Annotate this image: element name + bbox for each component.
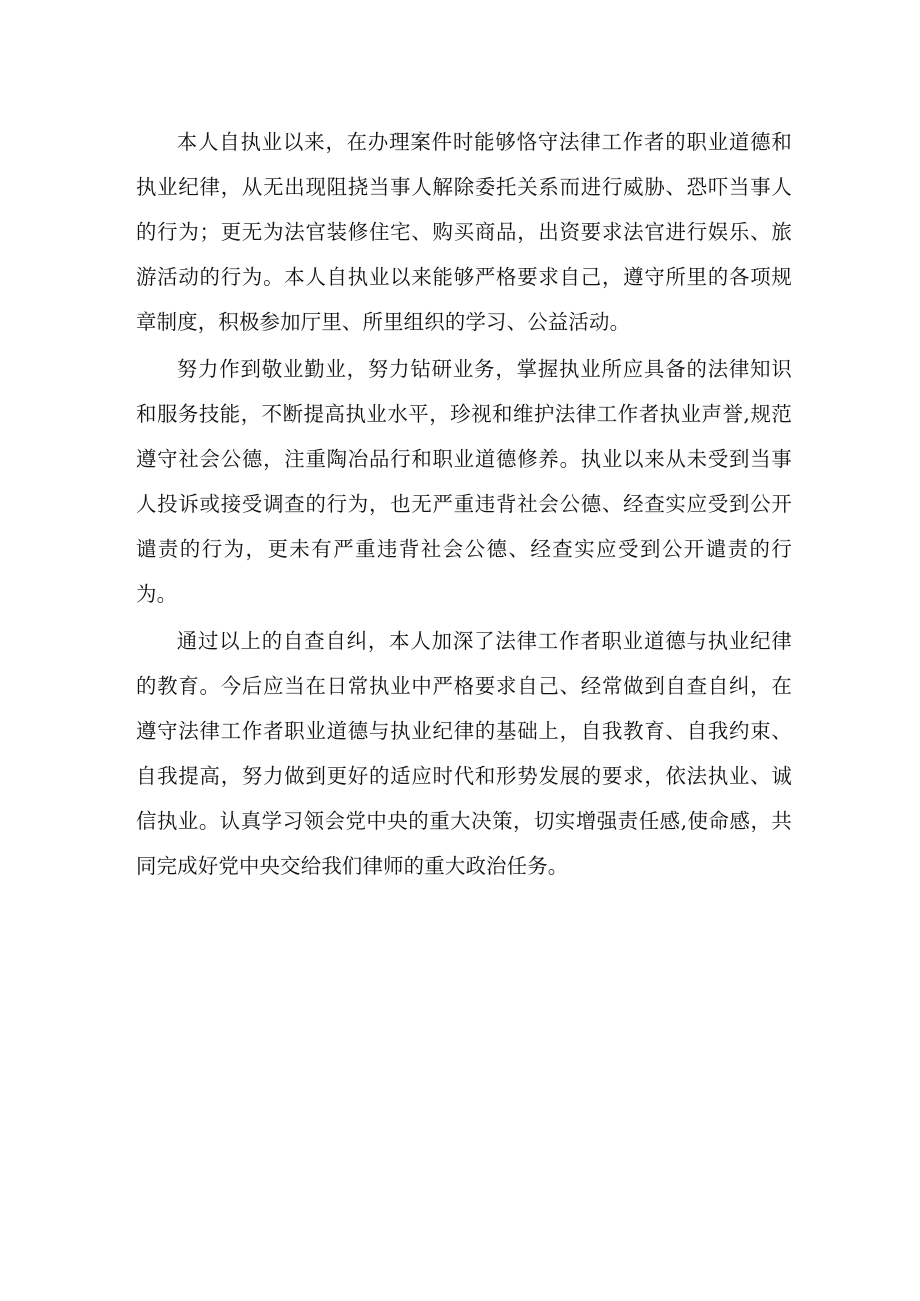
paragraph-1: 本人自执业以来，在办理案件时能够恪守法律工作者的职业道德和执业纪律，从无出现阻挠当事人解除委托关系而进行威胁、恐吓当事人的行为；更无为法官装修住宅、购买商品，出资要求法官进行娱乐、旅游活动的行为。本人自执业以来能够严格要求自己，遵守所里的各项规章制度，积极参加厅里、所里组织的学习、公益活动。 [136,130,792,334]
paragraph-3: 通过以上的自查自纠，本人加深了法律工作者职业道德与执业纪律的教育。今后应当在日常执业中严格要求自己、经常做到自查自纠，在遵守法律工作者职业道德与执业纪律的基础上，自我教育、自我约束、自我提高，努力做到更好的适应时代和形势发展的要求，依法执业、诚信执业。认真学习领会党中央的重大决策，切实增强责任感,使命感，共同完成好党中央交给我们律师的重大政治任务。 [136,629,792,878]
document-body [136,120,792,889]
paragraph-2: 努力作到敬业勤业，努力钻研业务，掌握执业所应具备的法律知识和服务技能，不断提高执业水平，珍视和维护法律工作者执业声誉,规范遵守社会公德，注重陶冶品行和职业道德修养。执业以来从未受到当事人投诉或接受调查的行为，也无严重违背社会公德、经查实应受到公开谴责的行为，更未有严重违背社会公德、经查实应受到公开谴责的行为。 [136,357,792,606]
